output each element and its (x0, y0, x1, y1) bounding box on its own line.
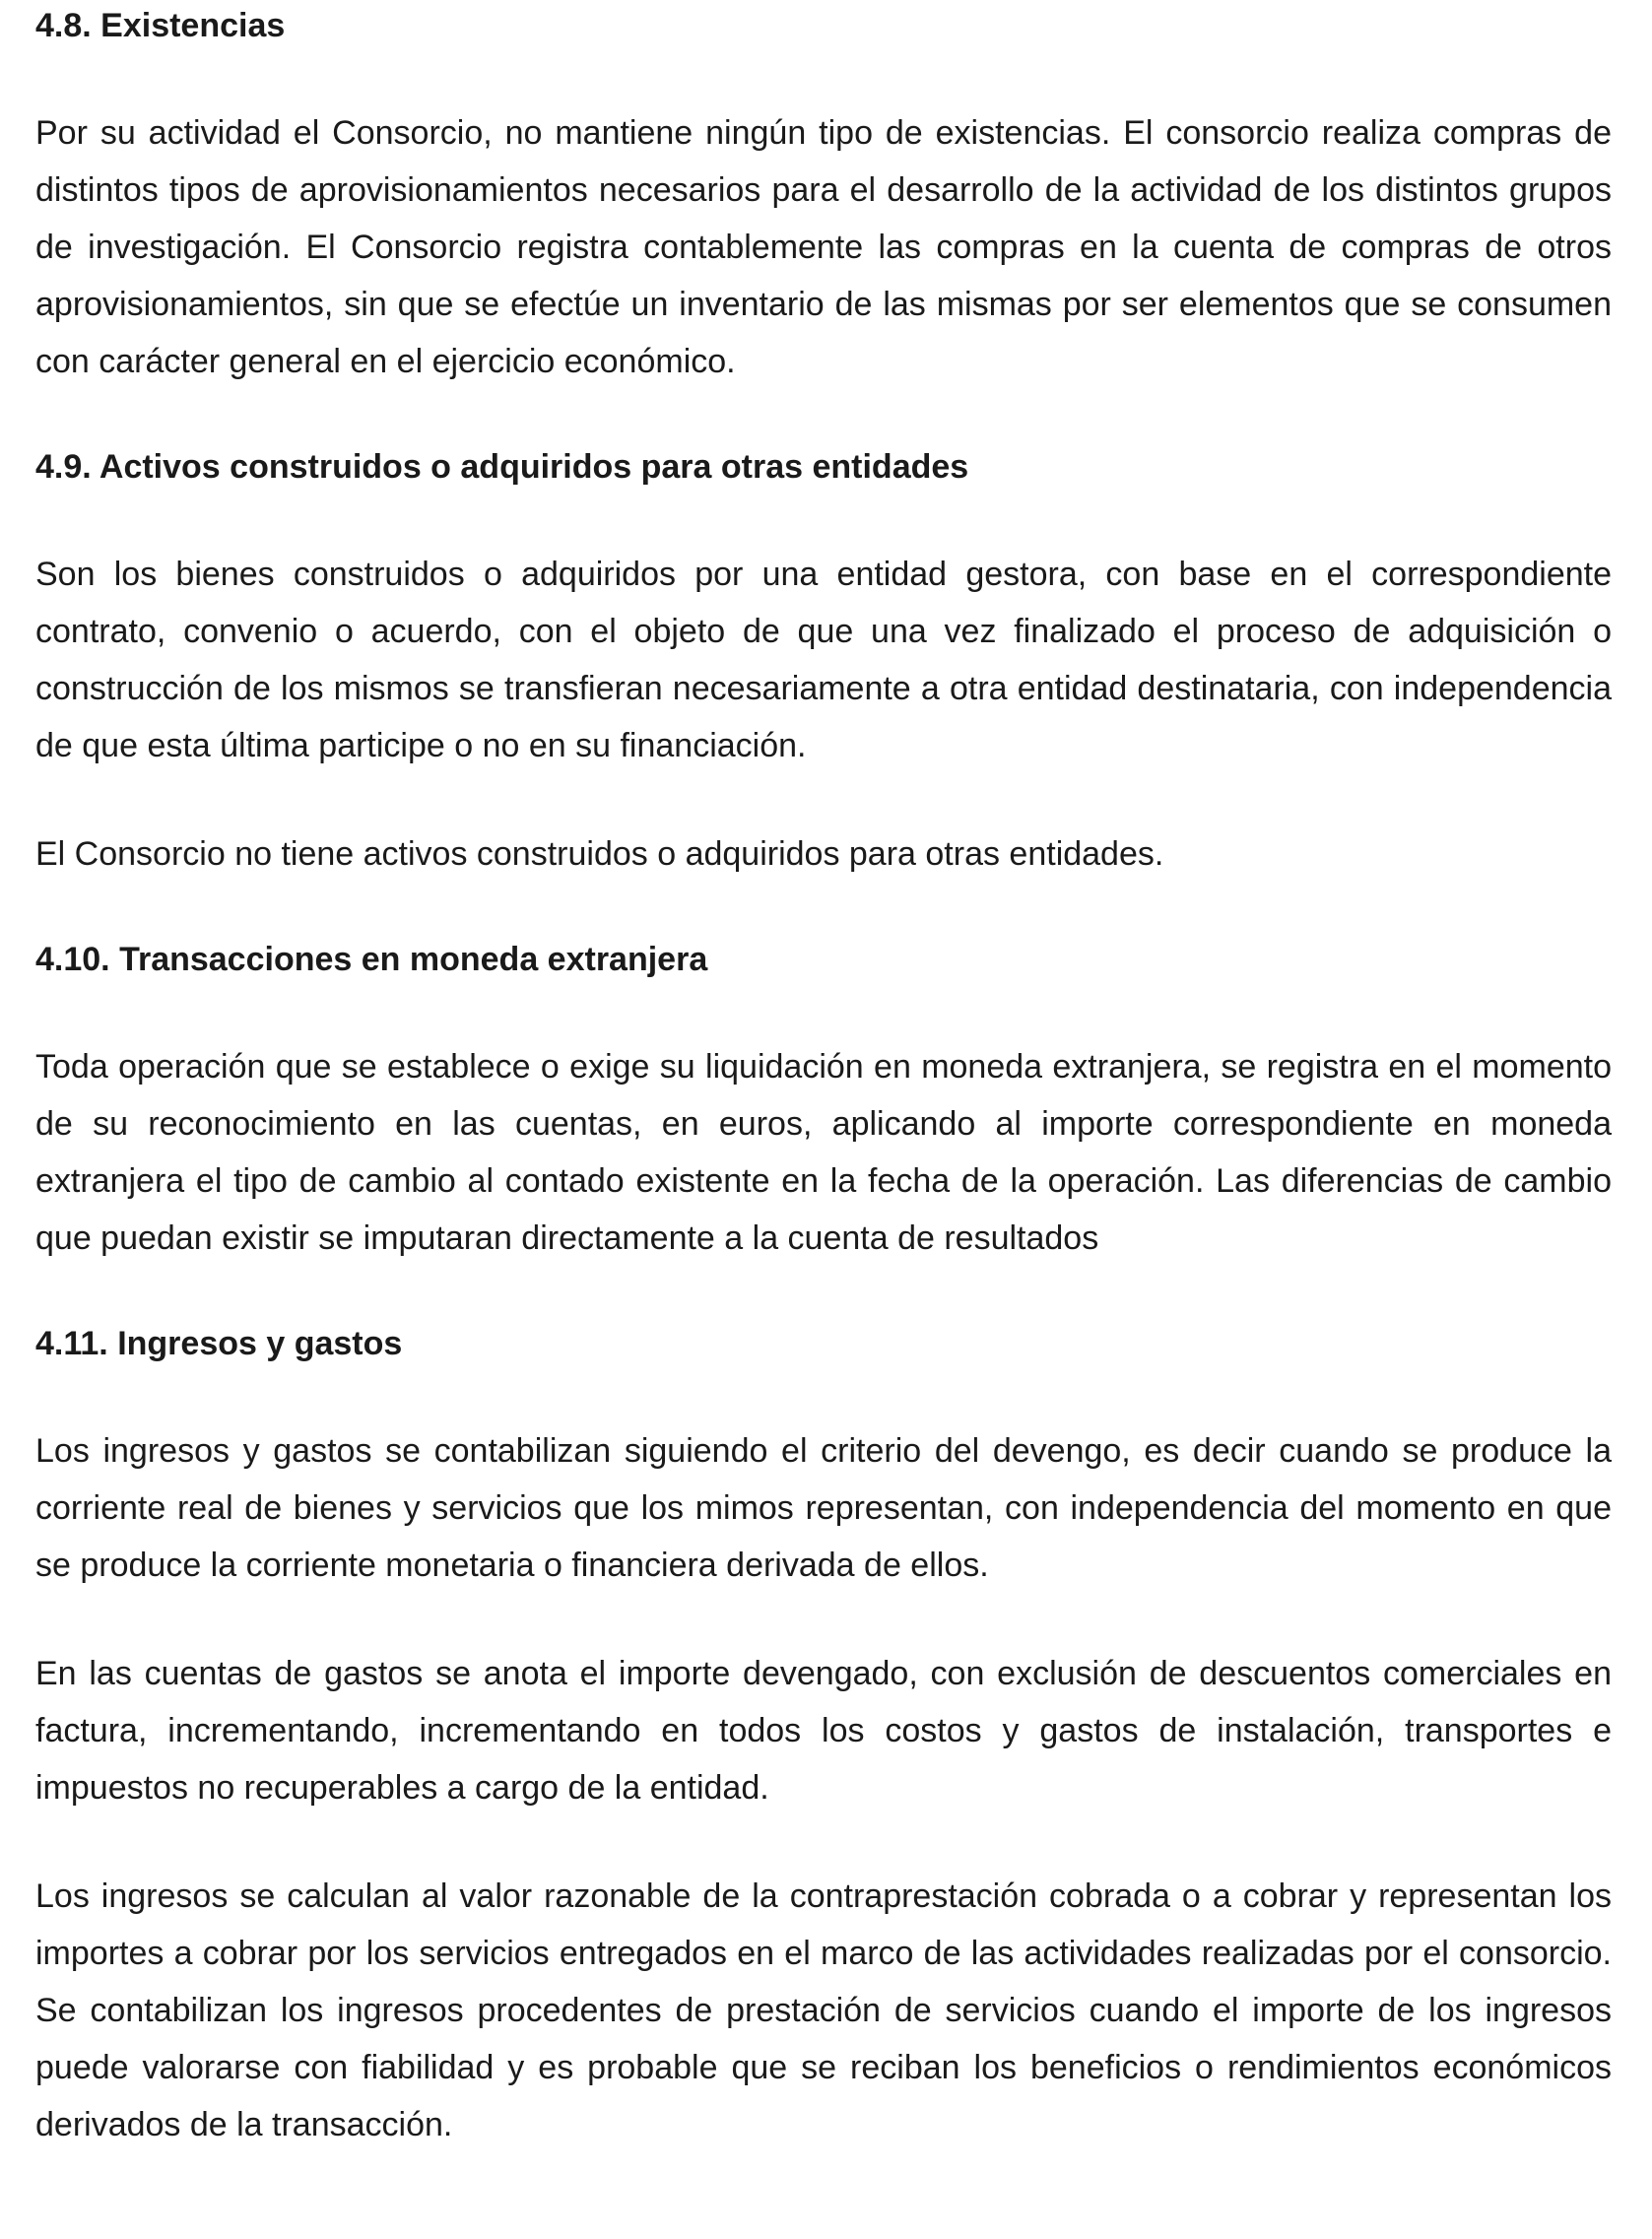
paragraph: Son los bienes construidos o adquiridos por una entidad gestora, con base en el correspondiente contrato, convenio o acuerdo, con el objeto de que una vez finalizado el proceso de adquisición o construcción de los mismos se transfieran necesariamente a otra entidad destinataria, con independencia de que esta última participe o no en su financiación. (35, 556, 1612, 764)
paragraph: En las cuentas de gastos se anota el importe devengado, con exclusión de descuentos comerciales en factura, incrementando, incrementando en todos los costos y gastos de instalación, transportes e impuestos no recuperables a cargo de la entidad. (35, 1655, 1612, 1807)
paragraph: Los ingresos y gastos se contabilizan siguiendo el criterio del devengo, es decir cuando se produce la corriente real de bienes y servicios que los mimos representan, con independencia del momento en que se produce la corriente monetaria o financiera derivada de ellos. (35, 1432, 1612, 1584)
section-heading-ingresos-gastos: 4.11. Ingresos y gastos (35, 1325, 403, 1362)
section-heading-transacciones: 4.10. Transacciones en moneda extranjera (35, 941, 708, 978)
section-heading-existencias: 4.8. Existencias (35, 7, 286, 44)
paragraph: Los ingresos se calculan al valor razonable de la contraprestación cobrada o a cobrar y representan los importes a cobrar por los servicios entregados en el marco de las actividades realizadas por el consorcio. Se contabilizan los ingresos procedentes de prestación de servicios cuando el importe de los ingresos puede valorarse con fiabilidad y es probable que se reciban los beneficios o rendimientos económicos derivados de la transacción. (35, 1877, 1612, 2143)
paragraph: Toda operación que se establece o exige su liquidación en moneda extranjera, se registra en el momento de su reconocimiento en las cuentas, en euros, aplicando al importe correspondiente en moneda extranjera el tipo de cambio al contado existente en la fecha de la operación. Las diferencias de cambio que puedan existir se imputaran directamente a la cuenta de resultados (35, 1048, 1612, 1257)
paragraph: Por su actividad el Consorcio, no mantiene ningún tipo de existencias. El consorcio realiza compras de distintos tipos de aprovisionamientos necesarios para el desarrollo de la actividad de los distintos grupos de investigación. El Consorcio registra contablemente las compras en la cuenta de compras de otros aprovisionamientos, sin que se efectúe un inventario de las mismas por ser elementos que se consumen con carácter general en el ejercicio económico. (35, 114, 1612, 380)
paragraph: El Consorcio no tiene activos construidos o adquiridos para otras entidades. (35, 835, 1164, 873)
document-page (35, 0, 1612, 2153)
section-heading-activos: 4.9. Activos construidos o adquiridos para otras entidades (35, 448, 969, 486)
